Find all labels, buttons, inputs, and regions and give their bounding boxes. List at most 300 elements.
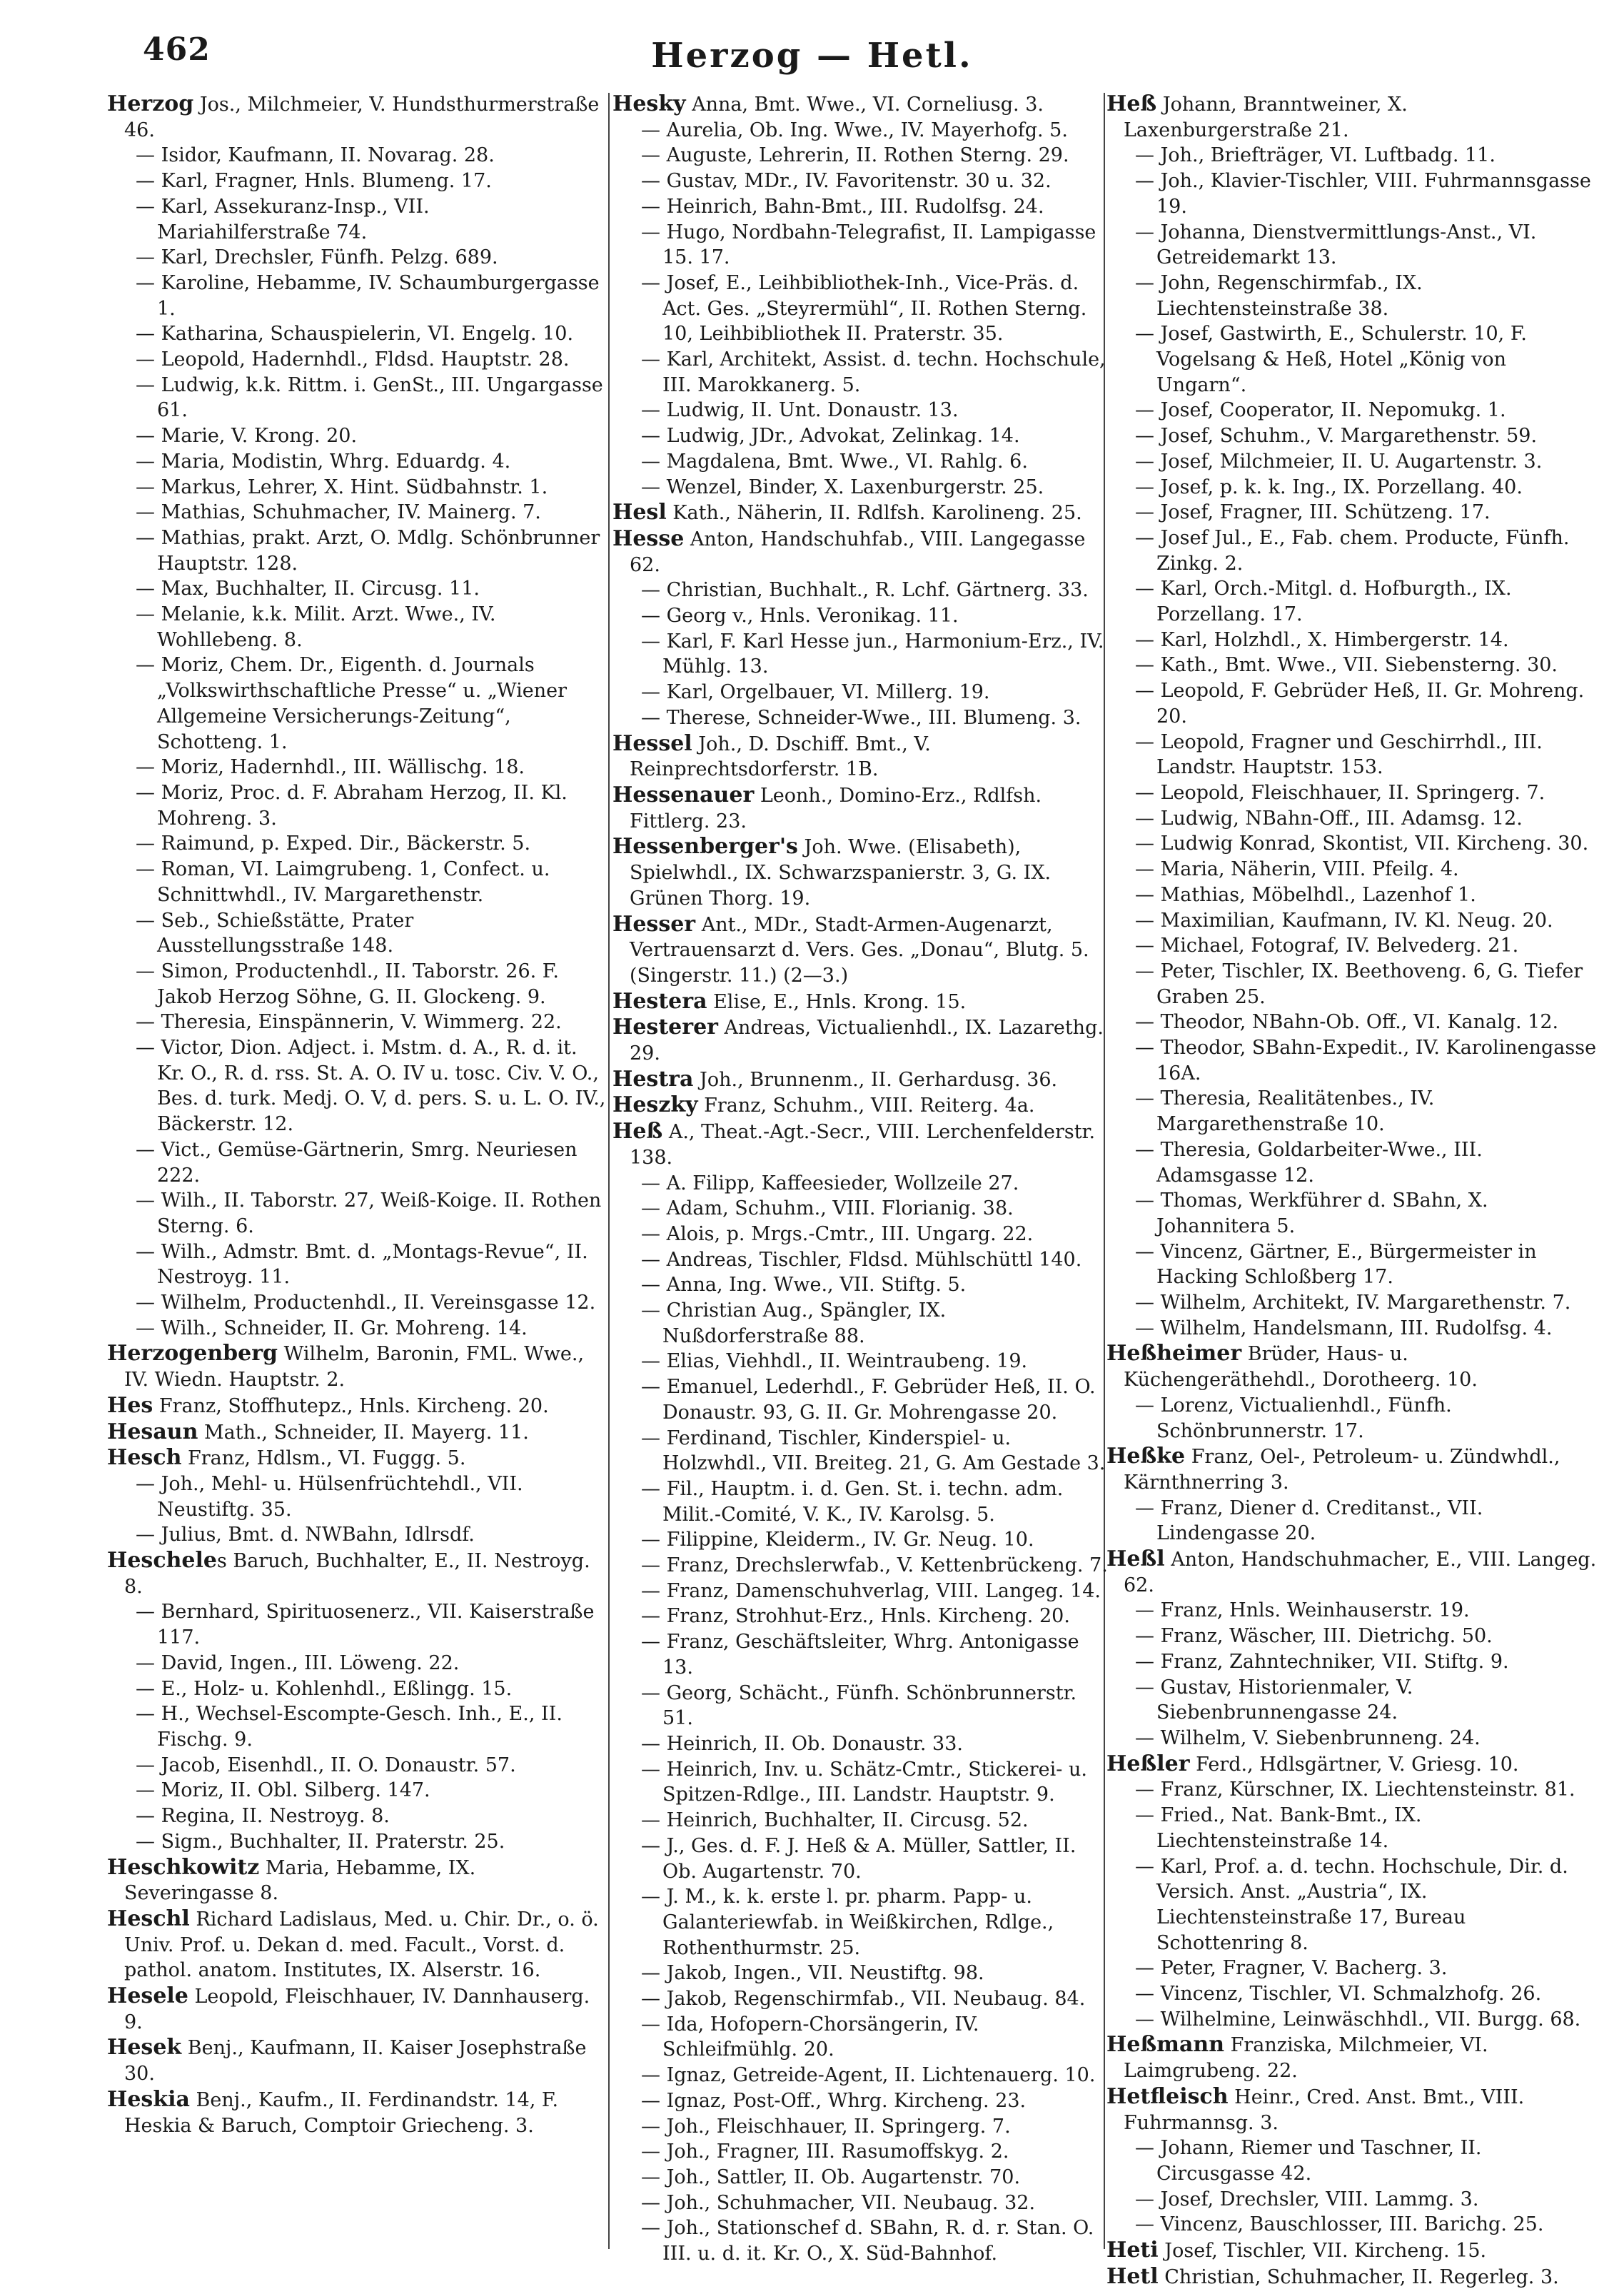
- entry-text: Joh., Brunnenm., II. Gerhardusg. 36.: [693, 1068, 1058, 1091]
- entry-text: — Karoline, Hebamme, IV. Schaumburgergasse 1.: [136, 271, 600, 320]
- directory-entry: [107, 1778, 607, 1803]
- entry-surname: Hesch: [107, 1445, 182, 1471]
- entry-text: — Ludwig, II. Unt. Donaustr. 13.: [641, 399, 959, 422]
- entry-text: — Katharina, Schauspielerin, VI. Engelg. 10.: [136, 323, 574, 346]
- directory-entry: [1106, 220, 1599, 271]
- entry-surname: Heßl: [1106, 1546, 1165, 1572]
- entry-surname: Heskia: [107, 2086, 190, 2112]
- running-head: Herzog — Hetl.: [651, 36, 973, 76]
- directory-entry: [107, 475, 607, 500]
- directory-entry: [1106, 857, 1599, 882]
- entry-text: — Karl, F. Karl Hesse jun., Harmonium-Erz., IV. Mühlg. 13.: [641, 630, 1104, 678]
- entry-text: — Markus, Lehrer, X. Hint. Südbahnstr. 1.: [136, 476, 548, 498]
- entry-text: — E., Holz- u. Kohlenhdl., Eßlingg. 15.: [136, 1677, 513, 1700]
- entry-text: — Josef, Gastwirth, E., Schulerstr. 10, F. Vogelsang & Heß, Hotel „König von Ungarn“.: [1135, 323, 1527, 396]
- directory-entry: [612, 2063, 1112, 2088]
- directory-entry: [612, 91, 1112, 118]
- entry-text: — Moriz, II. Obl. Silberg. 147.: [136, 1779, 430, 1802]
- entry-text: — Franz, Hnls. Weinhauserstr. 19.: [1135, 1599, 1470, 1622]
- entry-text: Joh., D. Dschiff. Bmt., V. Reinprechtsdorferstr. 1B.: [630, 733, 931, 781]
- entry-text: Kath., Näherin, II. Rdlfsh. Karolineng. 25.: [666, 502, 1082, 525]
- directory-entry: [107, 1316, 607, 1342]
- entry-text: — Heinrich, Bahn-Bmt., III. Rudolfsg. 24.: [641, 195, 1044, 218]
- directory-entry: [107, 1548, 607, 1599]
- entry-text: Franz, Oel-, Petroleum- u. Zündwhdl., Kärnthnerring 3.: [1124, 1446, 1560, 1494]
- entry-text: — Josef Jul., E., Fab. chem. Producte, Fünfh. Zinkg. 2.: [1135, 526, 1570, 575]
- entry-text: — Wilhelm, Handelsmann, III. Rudolfsg. 4.: [1135, 1317, 1553, 1339]
- entry-surname: Herzog: [107, 91, 194, 116]
- directory-entry: [1106, 882, 1599, 908]
- entry-text: — Leopold, Fleischhauer, II. Springerg. 7.: [1135, 781, 1545, 804]
- directory-entry: [612, 705, 1112, 731]
- entry-text: — Julius, Bmt. d. NWBahn, Idlrsdf.: [136, 1524, 475, 1546]
- directory-entry: [1106, 1316, 1599, 1342]
- directory-entry: [612, 731, 1112, 783]
- entry-surname: Heß: [612, 1119, 663, 1145]
- directory-entry: [1106, 321, 1599, 398]
- entry-text: — Mathias, Schuhmacher, IV. Mainerg. 7.: [136, 501, 541, 524]
- directory-entry: [612, 2139, 1112, 2165]
- directory-entry: [612, 1629, 1112, 1680]
- directory-entry: [1106, 1854, 1599, 1956]
- entry-text: Leonh., Domino-Erz., Rdlfsh. Fittlerg. 23.: [630, 784, 1042, 832]
- directory-entry: [612, 834, 1112, 911]
- entry-text: — Wilhelmine, Leinwäschhdl., VII. Burgg. 68.: [1135, 2008, 1581, 2031]
- entry-text: — Karl, Orgelbauer, VI. Millerg. 19.: [641, 681, 990, 704]
- directory-entry: [612, 1222, 1112, 1247]
- entry-text: — Heinrich, Inv. u. Schätz-Cmtr., Stickerei- u. Spitzen-Rdlge., III. Landstr. Hauptstr. 9.: [641, 1758, 1087, 1806]
- entry-text: Ferd., Hdlsgärtner, V. Griesg. 10.: [1189, 1753, 1519, 1776]
- entry-text: — Karl, Orch.-Mitgl. d. Hofburgth., IX. Porzellang. 17.: [1135, 578, 1512, 626]
- entry-text: — Josef, Milchmeier, II. U. Augartenstr. 3.: [1135, 450, 1543, 473]
- directory-entry: [612, 526, 1112, 578]
- directory-entry: [1106, 653, 1599, 678]
- entry-text: — Gustav, Historienmaler, V. Siebenbrunnengasse 24.: [1135, 1676, 1413, 1724]
- entry-surname: Heß: [1106, 91, 1157, 116]
- directory-entry: [1106, 143, 1599, 168]
- entry-text: — Jakob, Ingen., VII. Neustiftg. 98.: [641, 1962, 984, 1985]
- directory-entry: [612, 1092, 1112, 1119]
- entry-text: — Thomas, Werkführer d. SBahn, X. Johannitera 5.: [1135, 1189, 1488, 1237]
- entry-text: — Magdalena, Bmt. Wwe., VI. Rahlg. 6.: [641, 450, 1028, 473]
- entry-text: — Ludwig Konrad, Skontist, VII. Kircheng. 30.: [1135, 832, 1589, 855]
- entry-text: Joh. Wwe. (Elisabeth), Spielwhdl., IX. Schwarzspanierstr. 3, G. IX. Grünen Thorg. 19.: [630, 836, 1051, 910]
- directory-entry: [612, 1171, 1112, 1197]
- directory-entry: [612, 271, 1112, 347]
- entry-text: Ant., MDr., Stadt-Armen-Augenarzt, Vertrauensarzt d. Vers. Ges. „Donau“, Blutg. 5. (Singerstr. 11.) (2—3.): [630, 913, 1089, 987]
- directory-entry: [1106, 1188, 1599, 1239]
- entry-text: — Theodor, SBahn-Expedit., IV. Karolinengasse 16A.: [1135, 1037, 1597, 1085]
- directory-entry: [612, 2165, 1112, 2190]
- directory-entry: [612, 1272, 1112, 1298]
- entry-text: Josef, Tischler, VII. Kircheng. 15.: [1158, 2240, 1487, 2263]
- entry-text: — Josef, Fragner, III. Schützeng. 17.: [1135, 501, 1491, 524]
- directory-entry: [107, 755, 607, 780]
- directory-entry: [612, 118, 1112, 144]
- directory-entry: [612, 2114, 1112, 2140]
- directory-entry: [1106, 2084, 1599, 2135]
- entry-text: — Michael, Fotograf, IV. Belvederg. 21.: [1135, 935, 1519, 957]
- entry-text: Richard Ladislaus, Med. u. Chir. Dr., o. ö. Univ. Prof. u. Dekan d. med. Facult., Vorst. d. pathol. anatom. Institutes, IX. Alserstr. 16.: [124, 1908, 599, 1982]
- entry-text: — Joh., Klavier-Tischler, VIII. Fuhrmannsgasse 19.: [1135, 170, 1591, 218]
- directory-entry: [1106, 1496, 1599, 1546]
- directory-entry: [612, 783, 1112, 834]
- entry-text: — Filippine, Kleiderm., IV. Gr. Neug. 10.: [641, 1529, 1034, 1551]
- entry-text: — Ludwig, JDr., Advokat, Zelinkag. 14.: [641, 425, 1020, 448]
- column-1: [107, 91, 607, 2138]
- directory-entry: [1106, 628, 1599, 653]
- directory-entry: [612, 1553, 1112, 1579]
- directory-entry: [1106, 1598, 1599, 1624]
- entry-text: — Josef, Schuhm., V. Margarethenstr. 59.: [1135, 425, 1538, 448]
- directory-entry: [612, 194, 1112, 220]
- entry-text: — Regina, II. Nestroyg. 8.: [136, 1805, 390, 1828]
- directory-entry: [612, 475, 1112, 500]
- entry-surname: Hessenauer: [612, 782, 755, 808]
- entry-text: Benj., Kaufmann, II. Kaiser Josephstraße 30.: [124, 2037, 587, 2086]
- entry-surname: Heßheimer: [1106, 1341, 1242, 1367]
- entry-text: — Joh., Briefträger, VI. Luftbadg. 11.: [1135, 144, 1496, 167]
- directory-entry: [612, 1579, 1112, 1604]
- directory-entry: [1106, 1137, 1599, 1188]
- entry-text: — Moriz, Chem. Dr., Eigenth. d. Journals „Volkswirthschaftliche Presse“ u. „Wiener Allgemeine Versicherungs-Zeitung“, Schotteng. 1.: [136, 654, 568, 753]
- entry-text: — Joh., Schuhmacher, VII. Neubaug. 32.: [641, 2191, 1036, 2214]
- entry-text: — Fried., Nat. Bank-Bmt., IX. Liechtensteinstraße 14.: [1135, 1804, 1422, 1852]
- entry-surname: Hesek: [107, 2035, 182, 2061]
- directory-entry: [107, 194, 607, 245]
- directory-entry: [612, 1426, 1112, 1476]
- entry-text: Anna, Bmt. Wwe., VI. Corneliusg. 3.: [685, 94, 1044, 116]
- entry-text: — Josef, Cooperator, II. Nepomukg. 1.: [1135, 399, 1506, 422]
- directory-entry: [612, 398, 1112, 423]
- directory-entry: [107, 1419, 607, 1446]
- directory-entry: [107, 373, 607, 423]
- entry-text: — Maria, Modistin, Whrg. Eduardg. 4.: [136, 450, 511, 473]
- directory-entry: [612, 1833, 1112, 1884]
- entry-text: Elise, E., Hnls. Krong. 15.: [707, 990, 967, 1013]
- entry-text: Math., Schneider, II. Mayerg. 11.: [198, 1421, 529, 1444]
- directory-entry: [1106, 398, 1599, 423]
- entry-text: Maria, Hebamme, IX. Severingasse 8.: [124, 1856, 476, 1905]
- entry-surname: Hessenberger's: [612, 834, 798, 860]
- directory-entry: [107, 1701, 607, 1752]
- entry-text: — Karl, Fragner, Hnls. Blumeng. 17.: [136, 170, 492, 193]
- entry-text: — Jacob, Eisenhdl., II. O. Donaustr. 57.: [136, 1754, 516, 1776]
- entry-text: — Vincenz, Gärtner, E., Bürgermeister in Hacking Schloßberg 17.: [1135, 1240, 1537, 1289]
- entry-text: — Hugo, Nordbahn-Telegrafist, II. Lampigasse 15. 17.: [641, 221, 1096, 269]
- directory-entry: [107, 1676, 607, 1702]
- entry-text: — Auguste, Lehrerin, II. Rothen Sterng. 29.: [641, 144, 1069, 167]
- directory-entry: [612, 603, 1112, 629]
- entry-surname: Heti: [1106, 2238, 1159, 2263]
- entry-text: — David, Ingen., III. Löweng. 22.: [136, 1651, 460, 1674]
- directory-entry: [107, 1522, 607, 1548]
- entry-text: — Anna, Ing. Wwe., VII. Stiftg. 5.: [641, 1274, 967, 1297]
- entry-text: — Kath., Bmt. Wwe., VII. Siebensterng. 30.: [1135, 654, 1558, 677]
- directory-entry: [612, 1731, 1112, 1757]
- directory-entry: [612, 2215, 1112, 2266]
- directory-entry: [107, 1290, 607, 1316]
- directory-entry: [612, 1961, 1112, 1986]
- directory-entry: [1106, 1803, 1599, 1853]
- entry-text: Brüder, Haus- u. Küchengeräthehdl., Dorotheerg. 10.: [1124, 1343, 1478, 1392]
- columns: [0, 91, 1624, 2294]
- entry-text: — Seb., Schießstätte, Prater Ausstellungsstraße 148.: [136, 909, 414, 957]
- entry-text: — Theresia, Realitätenbes., IV. Margarethenstraße 10.: [1135, 1087, 1435, 1136]
- entry-text: — Leopold, Fragner und Geschirrhdl., III. Landstr. Hauptstr. 153.: [1135, 730, 1543, 779]
- directory-entry: [612, 680, 1112, 705]
- directory-entry: [1106, 1726, 1599, 1751]
- entry-text: — Maria, Näherin, VIII. Pfeilg. 4.: [1135, 858, 1459, 881]
- entry-text: — Ludwig, NBahn-Off., III. Adamsg. 12.: [1135, 807, 1523, 830]
- entry-text: — Josef, E., Leihbibliothek-Inh., Vice-Präs. d. Act. Ges. „Steyrermühl“, II. Rothen Sterng. 10, Leihbibliothek II. Praterstr. 35.: [641, 271, 1087, 346]
- entry-text: — Andreas, Tischler, Fldsd. Mühlschüttl 140.: [641, 1248, 1082, 1271]
- entry-text: — Leopold, F. Gebrüder Heß, II. Gr. Mohreng. 20.: [1135, 680, 1585, 728]
- entry-text: — Johann, Riemer und Taschner, II. Circusgasse 42.: [1135, 2137, 1482, 2185]
- entry-surname: Heschkowitz: [107, 1854, 260, 1880]
- directory-entry: [1106, 908, 1599, 934]
- directory-entry: [107, 525, 607, 576]
- entry-text: — Josef, Drechsler, VIII. Lammg. 3.: [1135, 2188, 1479, 2210]
- directory-entry: [1106, 475, 1599, 500]
- entry-surname: Heszky: [612, 1092, 698, 1118]
- directory-entry: [612, 1986, 1112, 2012]
- entry-text: — Franz, Strohhut-Erz., Hnls. Kircheng. 20.: [641, 1605, 1070, 1628]
- entry-text: — Karl, Drechsler, Fünfh. Pelzg. 689.: [136, 246, 498, 269]
- entry-surname: Heschl: [107, 1906, 190, 1931]
- entry-text: Anton, Handschuhfab., VIII. Langegasse 62.: [630, 528, 1086, 576]
- entry-text: — Therese, Schneider-Wwe., III. Blumeng. 3.: [641, 706, 1081, 729]
- directory-entry: [1106, 1624, 1599, 1649]
- entry-surname: Heschele: [107, 1548, 217, 1574]
- directory-entry: [612, 1298, 1112, 1349]
- directory-entry: [1106, 1649, 1599, 1675]
- directory-entry: [107, 1341, 607, 1392]
- entry-text: — Sigm., Buchhalter, II. Praterstr. 25.: [136, 1830, 505, 1853]
- directory-entry: [1106, 1956, 1599, 1981]
- entry-text: — Ida, Hofopern-Chorsängerin, IV. Schleifmühlg. 20.: [641, 2013, 979, 2061]
- entry-text: — Vincenz, Tischler, VI. Schmalzhofg. 26.: [1135, 1983, 1542, 2006]
- directory-entry: [1106, 1035, 1599, 1086]
- directory-entry: [612, 1604, 1112, 1629]
- directory-entry: [612, 423, 1112, 449]
- entry-text: — Ignaz, Getreide-Agent, II. Lichtenauerg. 10.: [641, 2064, 1096, 2087]
- directory-entry: [107, 168, 607, 194]
- directory-entry: [107, 1188, 607, 1239]
- entry-text: — Alois, p. Mrgs.-Cmtr., III. Ungarg. 22.: [641, 1222, 1034, 1245]
- directory-entry: [612, 1349, 1112, 1374]
- directory-entry: [612, 449, 1112, 475]
- entry-text: — Fil., Hauptm. i. d. Gen. St. i. techn. adm. Milit.-Comité, V. K., IV. Karolsg. 5.: [641, 1477, 1064, 1526]
- directory-entry: [1106, 1751, 1599, 1778]
- directory-entry: [107, 857, 607, 907]
- entry-text: Franz, Stoffhutерz., Hnls. Kircheng. 20.: [153, 1394, 549, 1417]
- entry-surname: Heßler: [1106, 1751, 1190, 1776]
- directory-entry: [612, 578, 1112, 603]
- directory-entry: [612, 1247, 1112, 1273]
- directory-entry: [612, 500, 1112, 526]
- entry-text: — Wilh., Schneider, II. Gr. Mohreng. 14.: [136, 1317, 528, 1339]
- directory-entry: [612, 1757, 1112, 1808]
- directory-entry: [107, 500, 607, 525]
- entry-text: — Ferdinand, Tischler, Kinderspiel- u. Holzwhdl., VII. Breiteg. 21, G. Am Gestade 3.: [641, 1427, 1106, 1475]
- entry-text: — Peter, Tischler, IX. Beethoveng. 6, G. Tiefer Graben 25.: [1135, 960, 1583, 1008]
- entry-text: Christian, Schuhmacher, II. Regerleg. 3.: [1158, 2265, 1559, 2288]
- directory-entry: [1106, 2007, 1599, 2033]
- directory-entry: [1106, 1393, 1599, 1444]
- directory-entry: [107, 245, 607, 271]
- column-2: [612, 91, 1112, 2267]
- entry-surname: Hestera: [612, 988, 707, 1014]
- directory-entry: [107, 1599, 607, 1650]
- entry-text: — Wilhelm, Productenhdl., II. Vereinsgasse 12.: [136, 1292, 596, 1314]
- entry-text: — Wilh., II. Taborstr. 27, Weiß-Koige. II. Rothen Sterng. 6.: [136, 1189, 602, 1237]
- directory-entry: [1106, 2238, 1599, 2264]
- directory-entry: [1106, 1981, 1599, 2007]
- entry-text: — Marie, V. Krong. 20.: [136, 425, 358, 448]
- directory-entry: [107, 1803, 607, 1829]
- entry-text: — Franz, Geschäftsleiter, Whrg. Antonigasse 13.: [641, 1631, 1079, 1679]
- entry-text: — Bernhard, Spirituosenerz., VII. Kaiserstraße 117.: [136, 1601, 595, 1649]
- entry-surname: Hes: [107, 1392, 153, 1418]
- entry-text: — Franz, Drechslerwfab., V. Kettenbrückeng. 7.: [641, 1554, 1108, 1577]
- entry-surname: Hessel: [612, 730, 692, 756]
- entry-surname: Hesterer: [612, 1015, 718, 1040]
- directory-entry: [107, 321, 607, 347]
- entry-text: — Vincenz, Bauschlosser, III. Barichg. 25.: [1135, 2213, 1544, 2236]
- directory-entry: [107, 1393, 607, 1419]
- entry-text: Wilhelm, Baronin, FML. Wwe., IV. Wiedn. Hauptstr. 2.: [124, 1343, 585, 1392]
- directory-entry: [612, 2088, 1112, 2114]
- entry-surname: Hetl: [1106, 2263, 1159, 2289]
- entry-surname: Hesele: [107, 1983, 188, 2009]
- entry-text: — Wenzel, Binder, X. Laxenburgerstr. 25.: [641, 476, 1044, 498]
- entry-text: — Simon, Productenhdl., II. Taborstr. 26. F. Jakob Herzog Söhne, G. II. Glockeng. 9.: [136, 960, 559, 1008]
- entry-text: — Heinrich, Buchhalter, II. Circusg. 52.: [641, 1809, 1029, 1832]
- entry-surname: Hesser: [612, 911, 696, 937]
- directory-entry: [612, 1476, 1112, 1527]
- directory-entry: [1106, 576, 1599, 627]
- directory-entry: [107, 271, 607, 321]
- directory-entry: [107, 576, 607, 602]
- directory-entry: [612, 1067, 1112, 1093]
- entry-surname: Heßmann: [1106, 2032, 1225, 2058]
- entry-text: — Karl, Holzhdl., X. Himbergerstr. 14.: [1135, 628, 1509, 651]
- entry-text: — Christian, Buchhalt., R. Lchf. Gärtnerg. 33.: [641, 579, 1089, 602]
- entry-text: — Karl, Assekuranz-Insp., VII. Mariahilferstraße 74.: [136, 195, 430, 243]
- directory-entry: [1106, 1010, 1599, 1035]
- entry-text: — Mathias, Möbelhdl., Lazenhof 1.: [1135, 883, 1476, 906]
- directory-entry: [107, 1753, 607, 1779]
- page-number: 462: [143, 31, 211, 68]
- directory-entry: [107, 1445, 607, 1472]
- entry-text: Andreas, Victualienhdl., IX. Lazarethg. 29.: [630, 1017, 1104, 1065]
- directory-entry: [107, 780, 607, 831]
- directory-entry: [1106, 933, 1599, 959]
- entry-text: — Wilhelm, Architekt, IV. Margarethenstr. 7.: [1135, 1292, 1571, 1314]
- directory-entry: [612, 220, 1112, 271]
- directory-entry: [1106, 449, 1599, 475]
- directory-entry: [1106, 959, 1599, 1010]
- directory-entry: [612, 1015, 1112, 1066]
- entry-text: — Franz, Diener d. Creditanst., VII. Lindengasse 20.: [1135, 1496, 1483, 1545]
- entry-text: — Wilh., Admstr. Bmt. d. „Montags-Revue“, II. Nestroyg. 11.: [136, 1240, 588, 1289]
- directory-entry: [107, 347, 607, 373]
- entry-text: — H., Wechsel-Escompte-Gesch. Inh., E., II. Fischg. 9.: [136, 1703, 563, 1751]
- entry-text: Benj., Kaufm., II. Ferdinandstr. 14, F. Heskia & Baruch, Comptoir Griecheng. 3.: [124, 2088, 559, 2137]
- entry-text: Franz, Hdlsm., VI. Fuggg. 5.: [181, 1447, 466, 1470]
- entry-text: — Georg, Schächt., Fünfh. Schönbrunnerstr. 51.: [641, 1681, 1077, 1730]
- entry-text: — Peter, Fragner, V. Bacherg. 3.: [1135, 1957, 1448, 1980]
- directory-entry: [1106, 271, 1599, 321]
- directory-entry: [107, 91, 607, 143]
- directory-entry: [612, 2012, 1112, 2063]
- directory-entry: [1106, 831, 1599, 857]
- entry-text: — Roman, VI. Laimgrubeng. 1, Confect. u. Schnittwhdl., IV. Margarethenstr.: [136, 858, 550, 906]
- directory-entry: [1106, 1777, 1599, 1803]
- directory-entry: [107, 1651, 607, 1676]
- directory-entry: [1106, 500, 1599, 525]
- directory-entry: [612, 143, 1112, 168]
- entry-text: — J., Ges. d. F. J. Heß & A. Müller, Sattler, II. Ob. Augartenstr. 70.: [641, 1834, 1076, 1883]
- directory-entry: [612, 629, 1112, 680]
- directory-entry: [107, 1239, 607, 1290]
- directory-entry: [107, 602, 607, 653]
- entry-text: — Adam, Schuhm., VIII. Florianig. 38.: [641, 1197, 1014, 1220]
- entry-text: — John, Regenschirmfab., IX. Liechtensteinstraße 38.: [1135, 271, 1423, 320]
- entry-text: — Moriz, Proc. d. F. Abraham Herzog, II. Kl. Mohreng. 3.: [136, 781, 568, 830]
- entry-text: — Joh., Stationschef d. SBahn, R. d. r. Stan. O. III. u. d. it. Kr. O., X. Süd-Bahnhof.: [641, 2217, 1094, 2265]
- directory-entry: [1106, 1290, 1599, 1316]
- entry-text: — Franz, Damenschuhverlag, VIII. Langeg. 14.: [641, 1579, 1101, 1602]
- entry-text: — Karl, Prof. a. d. techn. Hochschule, Dir. d. Versich. Anst. „Austria“, IX. Liechtensteinstraße 17, Bureau Schottenring 8.: [1135, 1855, 1568, 1954]
- directory-entry: [1106, 1675, 1599, 1726]
- entry-text: — A. Filipp, Kaffeesieder, Wollzeile 27.: [641, 1172, 1019, 1194]
- directory-entry: [1106, 806, 1599, 832]
- directory-entry: [1106, 1239, 1599, 1290]
- entry-text: — Leopold, Hadernhdl., Fldsd. Hauptstr. 28.: [136, 348, 570, 371]
- entry-text: — Theresia, Goldarbeiter-Wwe., III. Adamsgasse 12.: [1135, 1138, 1483, 1187]
- entry-surname: Hesky: [612, 91, 686, 116]
- directory-entry: [107, 1829, 607, 1855]
- entry-text: Franz, Schuhm., VIII. Reiterg. 4a.: [697, 1095, 1035, 1117]
- entry-text: A., Theat.-Agt.-Secr., VIII. Lerchenfelderstr. 138.: [630, 1121, 1096, 1169]
- directory-entry: [612, 1808, 1112, 1833]
- entry-text: — Victor, Dion. Adject. i. Mstm. d. A., R. d. it. Kr. O., R. d. rss. St. A. O. IV u. tosc. Civ. V. O., Bes. d. turk. Medj. O. V, d. pers. S. u. L. O. IV., Bäckerstr. 12.: [136, 1037, 606, 1136]
- entry-text: — J. M., k. k. erste l. pr. pharm. Papp- u. Galanteriewfab. in Weißkirchen, Rdlge., Rothenthurmstr. 25.: [641, 1886, 1054, 1959]
- directory-entry: [107, 1472, 607, 1522]
- entry-text: — Joh., Fleischhauer, II. Springerg. 7.: [641, 2115, 1011, 2138]
- directory-entry: [107, 449, 607, 475]
- directory-entry: [1106, 2264, 1599, 2290]
- entry-surname: Herzogenberg: [107, 1341, 278, 1367]
- directory-entry: [1106, 91, 1599, 143]
- entry-text: — Melanie, k.k. Milit. Arzt. Wwe., IV. Wohllebeng. 8.: [136, 603, 496, 651]
- directory-entry: [612, 1681, 1112, 1731]
- entry-text: — Franz, Kürschner, IX. Liechtensteinstr. 81.: [1135, 1779, 1575, 1801]
- directory-entry: [612, 1196, 1112, 1222]
- entry-text: — Ludwig, k.k. Rittm. i. GenSt., III. Ungargasse 61.: [136, 373, 603, 422]
- entry-text: — Franz, Zahntechniker, VII. Stiftg. 9.: [1135, 1650, 1509, 1673]
- entry-text: — Gustav, MDr., IV. Favoritenstr. 30 u. 32.: [641, 170, 1051, 193]
- directory-entry: [1106, 730, 1599, 780]
- entry-text: — Heinrich, II. Ob. Donaustr. 33.: [641, 1733, 963, 1755]
- directory-entry: [1106, 423, 1599, 449]
- entry-text: — Moriz, Hadernhdl., III. Wällischg. 18.: [136, 756, 525, 779]
- entry-text: — Max, Buchhalter, II. Circusg. 11.: [136, 578, 480, 600]
- entry-surname: Hesaun: [107, 1419, 198, 1444]
- entry-text: Johann, Branntweiner, X. Laxenburgerstraße 21.: [1124, 94, 1408, 141]
